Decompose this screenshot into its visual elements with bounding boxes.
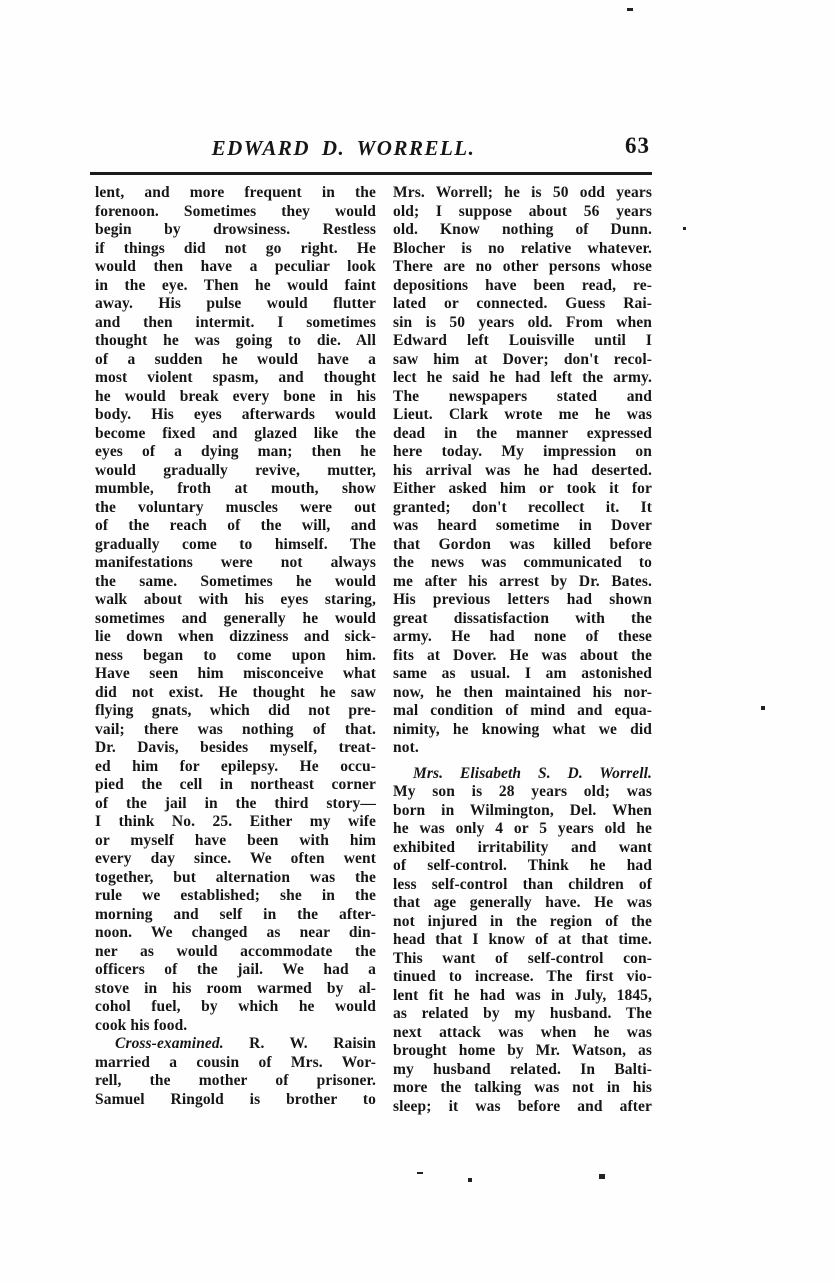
text-line: would gradually revive, mutter, [95, 461, 376, 479]
text-line: old. Know nothing of Dunn. [393, 221, 652, 238]
text-line: born in Wilmington, Del. When [393, 801, 652, 819]
text-line: sleep; it was before and after [393, 1097, 652, 1115]
text-line: great dissatisfaction with the [393, 609, 652, 627]
text-line: depositions have been read, re- [393, 276, 652, 294]
text-line: walk about with his eyes staring, [95, 591, 376, 608]
text-line: mumble, froth at mouth, show [95, 480, 376, 497]
text-line: vail; there was nothing of that. [95, 720, 376, 738]
text-line: here today. My impression on [393, 443, 652, 460]
text-line: morning and self in the after- [95, 905, 376, 923]
scan-speck [468, 1178, 472, 1182]
text-line: flying gnats, which did not pre- [95, 702, 376, 719]
text-line: lent fit he had was in July, 1845, [393, 986, 652, 1004]
running-title: EDWARD D. WORRELL. [211, 136, 476, 160]
text-line: and then intermit. I sometimes [95, 313, 376, 331]
text-line: ed him for epilepsy. He occu- [95, 757, 376, 775]
text-line: lect he said he had left the army. [393, 369, 652, 386]
text-line: gradually come to himself. The [95, 535, 376, 553]
text-line: the voluntary muscles were out [95, 498, 376, 516]
text-line: Edward left Louisville until I [393, 332, 652, 349]
text-line: he would break every bone in his [95, 387, 376, 405]
text-line: dead in the manner expressed [393, 424, 652, 442]
text-line: The newspapers stated and [393, 387, 652, 405]
page-number: 63 [625, 133, 650, 158]
text-line: forenoon. Sometimes they would [95, 202, 376, 220]
text-line: his arrival was he had deserted. [393, 461, 652, 479]
text-line: of the reach of the will, and [95, 517, 376, 534]
text-line: pied the cell in northeast corner [95, 776, 376, 793]
text-line: sin is 50 years old. From when [393, 313, 652, 331]
right-column [393, 184, 652, 1116]
text-line: Blocher is no relative whatever. [393, 239, 652, 257]
text-line: of a sudden he would have a [95, 350, 376, 368]
text-line: not injured in the region of the [393, 912, 652, 930]
text-line: together, but alternation was the [95, 868, 376, 886]
text-line: Samuel Ringold is brother to [95, 1090, 376, 1108]
text-line: rule we established; she in the [95, 887, 376, 904]
text-line: I think No. 25. Either my wife [95, 813, 376, 830]
text-line: lated or connected. Guess Rai- [393, 295, 652, 312]
text-line: in the eye. Then he would faint [95, 276, 376, 294]
page-header [95, 133, 652, 170]
text-columns [95, 184, 652, 1116]
text-line: stove in his room warmed by al- [95, 979, 376, 997]
text-line: cohol fuel, by which he would [95, 998, 376, 1015]
text-line: away. His pulse would flutter [95, 295, 376, 312]
text-line: most violent spasm, and thought [95, 369, 376, 386]
text-line: if things did not go right. He [95, 239, 376, 257]
scan-speck [417, 1172, 423, 1174]
text-line: begin by drowsiness. Restless [95, 221, 376, 238]
text-line: sometimes and generally he would [95, 609, 376, 627]
text-line: lie down when dizziness and sick- [95, 628, 376, 645]
text-line: His previous letters had shown [393, 591, 652, 608]
text-line: was heard sometime in Dover [393, 517, 652, 534]
header-rule [90, 172, 652, 175]
text-line: army. He had none of these [393, 628, 652, 645]
text-line: that age generally have. He was [393, 894, 652, 911]
text-line: officers of the jail. We had a [95, 961, 376, 978]
text-line: nimity, he knowing what we did [393, 720, 652, 738]
text-line: noon. We changed as near din- [95, 924, 376, 941]
text-line: cook his food. [95, 1016, 188, 1034]
text-line: Either asked him or took it for [393, 480, 652, 497]
text-line: There are no other persons whose [393, 258, 652, 275]
text-line: Dr. Davis, besides myself, treat- [95, 739, 376, 756]
text-line: the same. Sometimes he would [95, 572, 376, 590]
text-line: My son is 28 years old; was [393, 783, 652, 800]
text-line: old; I suppose about 56 years [393, 202, 652, 220]
text-line: eyes of a dying man; then he [95, 443, 376, 460]
text-line: tinued to increase. The first vio- [393, 968, 652, 985]
text-line: the news was communicated to [393, 554, 652, 571]
text-line: or myself have been with him [95, 831, 376, 849]
text-line: next attack was when he was [393, 1023, 652, 1041]
text-line: This want of self-control con- [393, 949, 652, 967]
witness-heading: Mrs. Elisabeth S. D. Worrell. [413, 764, 652, 782]
text-line: now, he then maintained his nor- [393, 683, 652, 701]
text-line: ness began to come upon him. [95, 646, 376, 664]
text-line: that Gordon was killed before [393, 535, 652, 553]
text-line: of self-control. Think he had [393, 857, 652, 874]
text-line: saw him at Dover; don't recol- [393, 350, 652, 368]
text-line: not. [393, 739, 419, 756]
text-line: thought he was going to die. All [95, 332, 376, 349]
text-line: body. His eyes afterwards would [95, 406, 376, 423]
scan-speck [761, 706, 765, 710]
text-line: he was only 4 or 5 years old he [393, 820, 652, 837]
text-line: Have seen him misconceive what [95, 665, 376, 682]
text-line: of the jail in the third story— [95, 794, 376, 812]
text-line: as related by my husband. The [393, 1005, 652, 1022]
text-line: fits at Dover. He was about the [393, 646, 652, 664]
text-line: brought home by Mr. Watson, as [393, 1042, 652, 1059]
text-line: would then have a peculiar look [95, 258, 376, 275]
text-line: manifestations were not always [95, 554, 376, 571]
text-line: more the talking was not in his [393, 1079, 652, 1096]
text-line: same as usual. I am astonished [393, 665, 652, 682]
scan-speck [627, 8, 633, 11]
text-line: did not exist. He thought he saw [95, 683, 376, 701]
text-line: my husband related. In Balti- [393, 1060, 652, 1078]
text-line: mal condition of mind and equa- [393, 702, 652, 719]
cross-examined-heading: Cross-examined. R. W. Raisin [115, 1035, 376, 1052]
text-line: rell, the mother of prisoner. [95, 1072, 376, 1089]
text-line: every day since. We often went [95, 850, 376, 867]
text-line: less self-control than children of [393, 875, 652, 893]
text-line: Mrs. Worrell; he is 50 odd years [393, 184, 652, 201]
left-column [95, 184, 376, 1116]
text-line: lent, and more frequent in the [95, 184, 376, 201]
text-line: granted; don't recollect it. It [393, 498, 652, 516]
text-line: Lieut. Clark wrote me he was [393, 406, 652, 423]
text-line: me after his arrest by Dr. Bates. [393, 572, 652, 590]
scan-speck [599, 1174, 605, 1179]
text-line: become fixed and glazed like the [95, 424, 376, 442]
text-line: exhibited irritability and want [393, 838, 652, 856]
scan-speck [683, 227, 686, 230]
text-line: head that I know of at that time. [393, 931, 652, 948]
text-line: ner as would accommodate the [95, 942, 376, 960]
text-line: married a cousin of Mrs. Wor- [95, 1053, 376, 1071]
